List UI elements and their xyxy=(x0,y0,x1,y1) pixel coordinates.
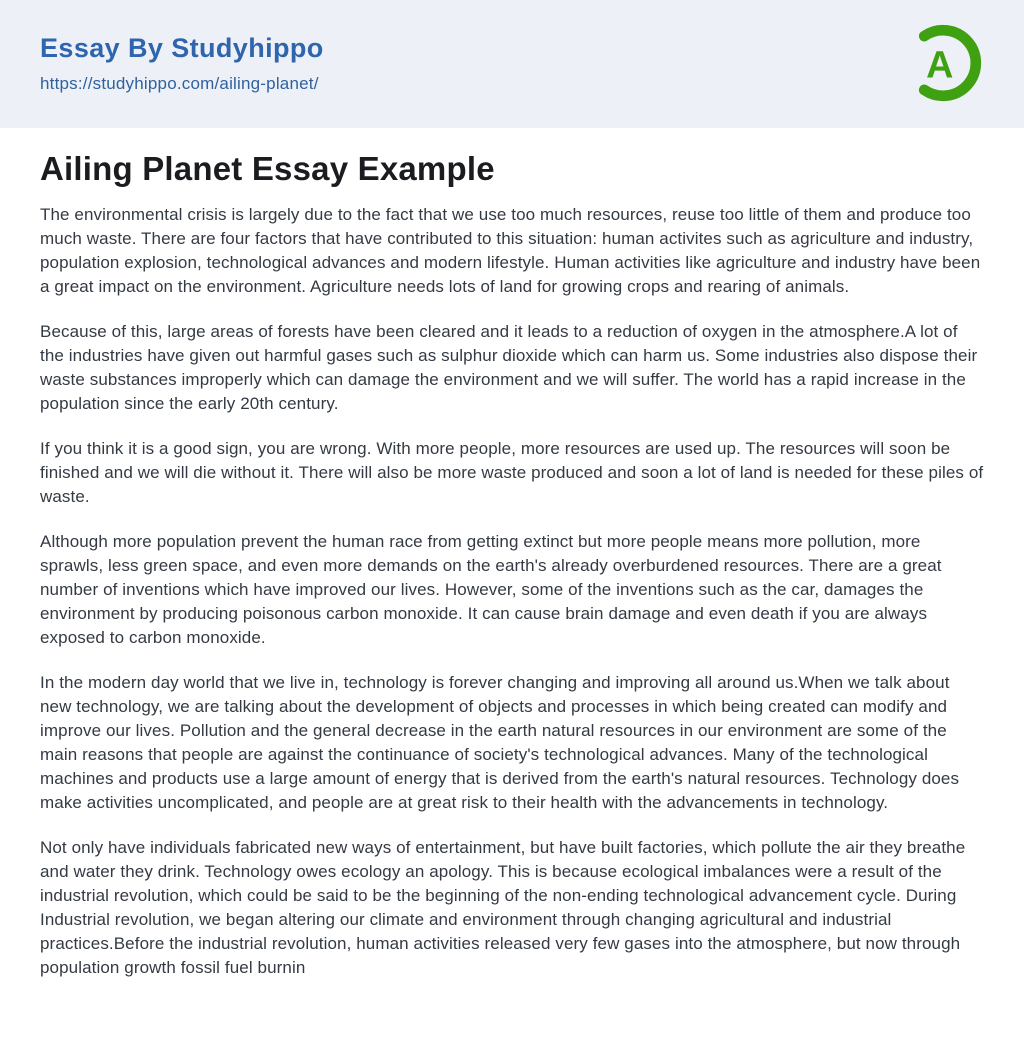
article-paragraph-3: If you think it is a good sign, you are wrong. With more people, more resources are used up. The resources will soon be finished and we will die without it. There will also be more waste produced and soon a lot of land is needed for these piles of waste. xyxy=(40,439,984,507)
page-header xyxy=(0,0,1024,128)
header-text-block xyxy=(40,34,324,94)
page-url-link[interactable]: https://studyhippo.com/ailing-planet/ xyxy=(40,73,319,93)
article-paragraph-5: In the modern day world that we live in, technology is forever changing and improving all around us.When we talk about new technology, we are talking about the development of objects and processes in which being created can modify and improve our lives. Pollution and the general decrease in the earth natural resources in our environment are some of the main reasons that people are against the continuance of society's technological advances. Many of the technological machines and products use a large amount of energy that is derived from the earth's natural resources. Technology does make activities uncomplicated, and people are at great risk to their health with the advancements in technology. xyxy=(40,673,960,813)
article-paragraph-4: Although more population prevent the human race from getting extinct but more people means more pollution, more sprawls, less green space, and even more demands on the earth's already overburdened resources. There are a great number of inventions which have improved our lives. However, some of the inventions such as the car, damages the environment by producing poisonous carbon monoxide. It can cause brain damage and even death if you are always exposed to carbon monoxide. xyxy=(40,532,942,648)
studyhippo-logo xyxy=(902,22,984,104)
article-title: Ailing Planet Essay Example xyxy=(40,150,495,187)
logo-letter: A xyxy=(926,43,954,86)
article-paragraph-2: Because of this, large areas of forests have been cleared and it leads to a reduction of oxygen in the atmosphere.A lot of the industries have given out harmful gases such as sulphur dioxide which can harm us. Some industries also dispose their waste substances improperly which can damage the environment and we will suffer. The world has a rapid increase in the population since the early 20th century. xyxy=(40,322,978,414)
article-paragraph-6: Not only have individuals fabricated new ways of entertainment, but have built factories, which pollute the air they breathe and water they drink. Technology owes ecology an apology. This is because ecological imbalances were a result of the industrial revolution, which could be said to be the beginning of the non-ending technological advancement cycle. During Industrial revolution, we began altering our climate and environment through changing agricultural and industrial practices.Before the industrial revolution, human activities released very few gases into the atmosphere, but now through population growth fossil fuel burnin xyxy=(40,838,966,978)
site-title: Essay By Studyhippo xyxy=(40,33,324,64)
article-paragraph-1: The environmental crisis is largely due to the fact that we use too much resources, reuse too little of them and produce too much waste. There are four factors that have contributed to this situation: human activites such as agriculture and industry, population explosion, technological advances and modern lifestyle. Human activities like agriculture and industry have been a great impact on the environment. Agriculture needs lots of land for growing crops and rearing of animals. xyxy=(40,205,981,297)
article xyxy=(0,128,1024,980)
